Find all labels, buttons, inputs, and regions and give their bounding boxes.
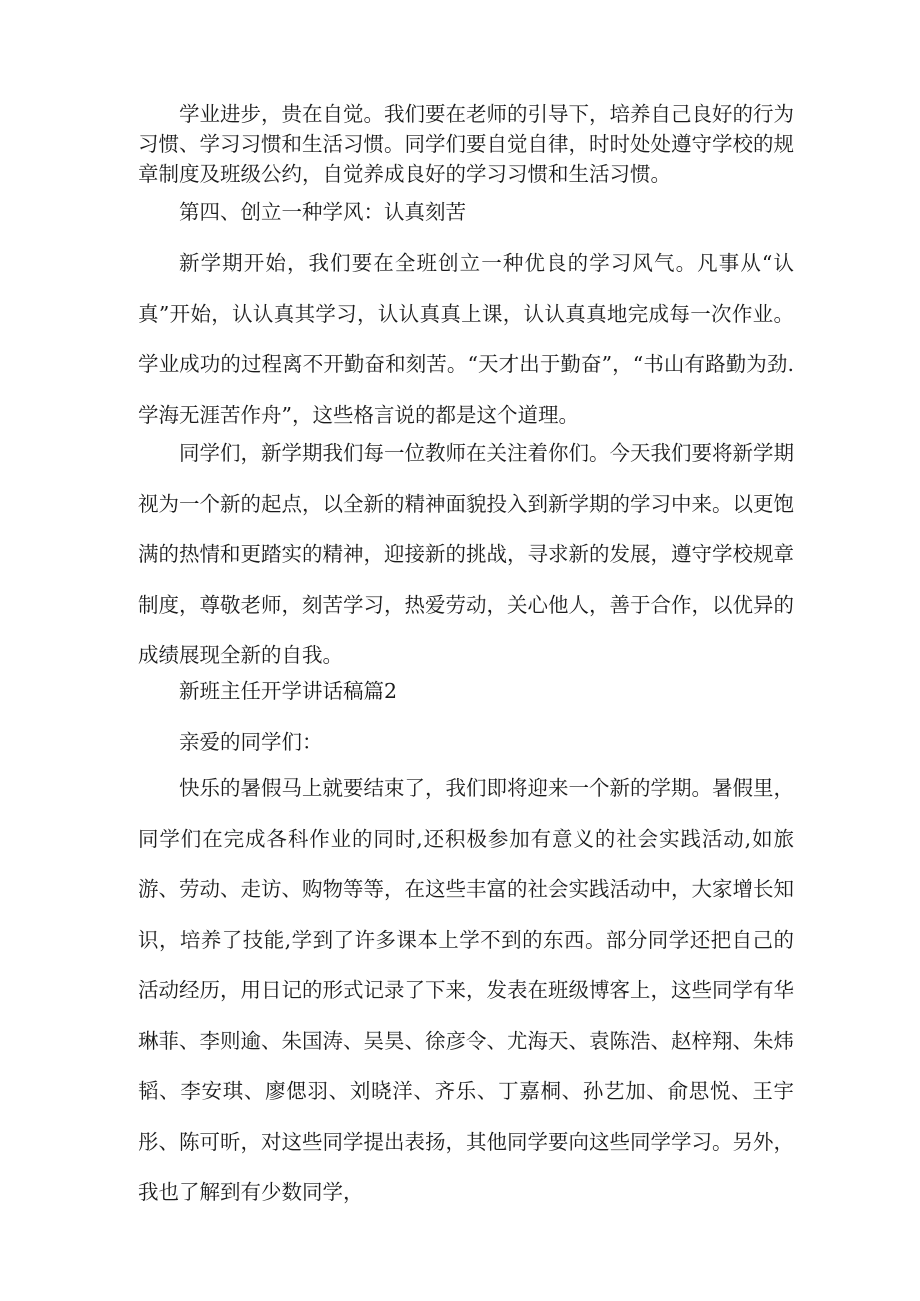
- paragraph-self-discipline: 学业进步，贵在自觉。我们要在老师的引导下，培养自己良好的行为习惯、学习习惯和生活习惯。同学们要自觉自律，时时处处遵守学校的规章制度及班级公约，自觉养成良好的学习习惯和生活习惯。: [138, 102, 794, 186]
- paragraph-new-semester: 同学们，新学期我们每一位教师在关注着你们。今天我们要将新学期视为一个新的起点，以全新的精神面貌投入到新学期的学习中来。以更饱满的热情和更踏实的精神，迎接新的挑战，寻求新的发展，遵守学校规章制度，尊敬老师，刻苦学习，热爱劳动，关心他人，善于合作，以优异的成绩展现全新的自我。: [138, 441, 794, 667]
- paragraph-summer-vacation: 快乐的暑假马上就要结束了，我们即将迎来一个新的学期。暑假里，同学们在完成各科作业的同时,还积极参加有意义的社会实践活动,如旅游、劳动、走访、购物等等，在这些丰富的社会实践活动中，大家增长知识，培养了技能,学到了许多课本上学不到的东西。部分同学还把自己的活动经历，用日记的形式记录了下来，发表在班级博客上，这些同学有华琳菲、李则逾、朱国涛、吴昊、徐彦令、尤海天、袁陈浩、赵梓翔、朱炜韬、李安琪、廖偲羽、刘晓洋、齐乐、丁嘉桐、孙艺加、俞思悦、王宇彤、陈可昕，对这些同学提出表扬，其他同学要向这些同学学习。另外，我也了解到有少数同学，: [138, 776, 794, 1204]
- speech-title: 新班主任开学讲话稿篇2: [179, 679, 398, 703]
- greeting: 亲爱的同学们：: [179, 730, 323, 754]
- section-heading-study-style: 第四、创立一种学风：认真刻苦: [179, 200, 466, 224]
- paragraph-diligence: 新学期开始，我们要在全班创立一种优良的学习风气。凡事从“认真”开始，认认真其学习，认认真真上课，认认真真地完成每一次作业。学业成功的过程离不开勤奋和刻苦。“天才出于勤奋”，“书山有路勤为劲.学海无涯苦作舟”，这些格言说的都是这个道理。: [138, 251, 794, 427]
